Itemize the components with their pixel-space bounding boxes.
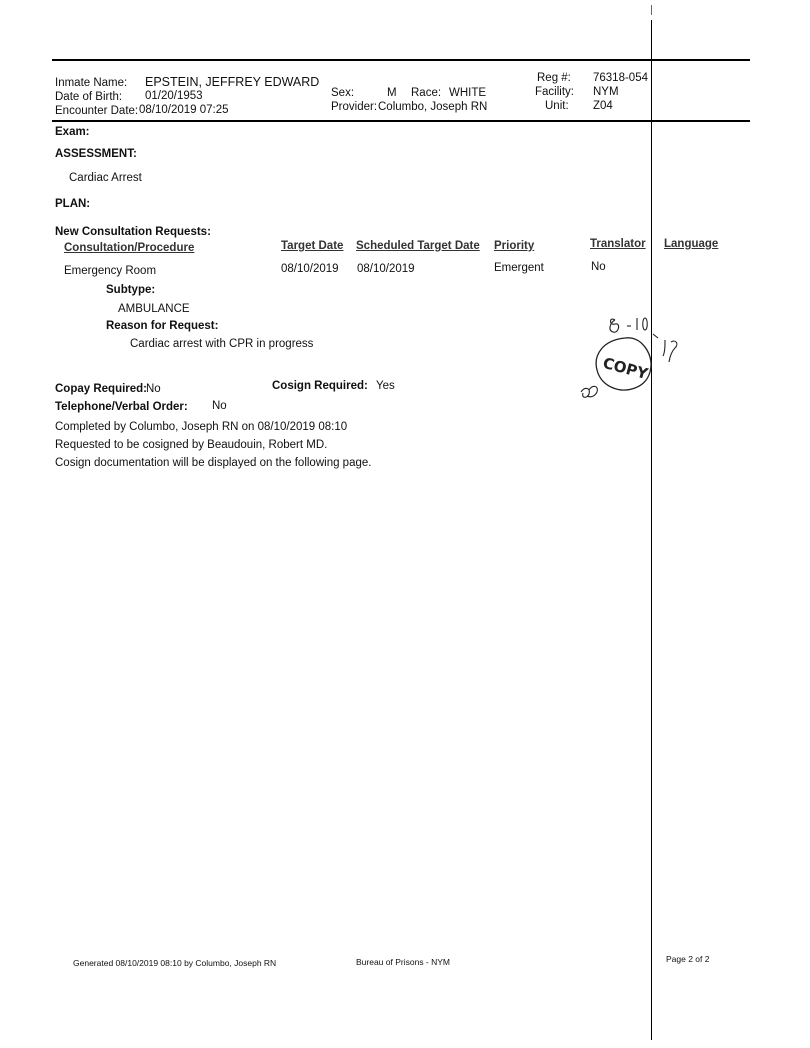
subtype-value: AMBULANCE <box>118 303 190 315</box>
plan-heading: PLAN: <box>55 198 91 210</box>
encounter-date-label: Encounter Date: <box>55 105 139 117</box>
encounter-date-value: 08/10/2019 07:25 <box>139 104 229 116</box>
col-procedure: Consultation/Procedure <box>64 242 195 254</box>
col-target-date: Target Date <box>281 240 344 252</box>
right-margin-line <box>651 20 652 1040</box>
row-target-date: 08/10/2019 <box>281 263 339 275</box>
col-scheduled-target-date: Scheduled Target Date <box>356 240 480 252</box>
scan-mark <box>651 5 652 15</box>
sex-label: Sex: <box>331 87 355 99</box>
dob-value: 01/20/1953 <box>145 90 203 102</box>
consultation-section-heading: New Consultation Requests: <box>55 226 211 238</box>
copy-stamp-icon <box>575 300 695 410</box>
requested-cosign-text: Requested to be cosigned by Beaudouin, Robert MD. <box>55 439 328 451</box>
provider-value: Columbo, Joseph RN <box>378 101 488 113</box>
row-scheduled-target-date: 08/10/2019 <box>357 263 415 275</box>
footer-generated: Generated 08/10/2019 08:10 by Columbo, Joseph RN <box>73 958 277 968</box>
race-value: WHITE <box>449 87 487 99</box>
facility-value: NYM <box>593 86 619 98</box>
unit-value: Z04 <box>593 100 613 112</box>
top-rule <box>52 59 750 61</box>
cosign-label: Cosign Required: <box>272 380 368 392</box>
inmate-name: EPSTEIN, JEFFREY EDWARD <box>145 75 320 89</box>
header-bottom-rule <box>52 120 750 122</box>
exam-heading: Exam: <box>55 126 90 138</box>
svg-text:COPY: COPY <box>600 353 650 384</box>
col-translator: Translator <box>590 238 646 250</box>
cosign-value: Yes <box>376 380 395 392</box>
copay-value: No <box>146 383 161 395</box>
row-translator: No <box>591 261 606 273</box>
telephone-order-value: No <box>212 400 227 412</box>
unit-label: Unit: <box>545 100 569 112</box>
footer-page-number: Page 2 of 2 <box>666 954 710 964</box>
assessment-heading: ASSESSMENT: <box>55 148 137 160</box>
subtype-label: Subtype: <box>106 284 156 296</box>
race-label: Race: <box>411 87 442 99</box>
facility-label: Facility: <box>535 86 574 98</box>
assessment-value: Cardiac Arrest <box>69 172 142 184</box>
dob-label: Date of Birth: <box>55 91 123 103</box>
completed-by-text: Completed by Columbo, Joseph RN on 08/10/2019 08:10 <box>55 421 348 433</box>
col-priority: Priority <box>494 240 535 252</box>
footer-bureau: Bureau of Prisons - NYM <box>356 957 451 967</box>
cosign-documentation-note: Cosign documentation will be displayed on the following page. <box>55 457 372 469</box>
row-procedure: Emergency Room <box>64 265 157 277</box>
reason-value: Cardiac arrest with CPR in progress <box>130 338 314 350</box>
reason-label: Reason for Request: <box>106 320 219 332</box>
sex-value: M <box>387 87 397 99</box>
provider-label: Provider: <box>331 101 378 113</box>
reg-value: 76318-054 <box>593 72 648 84</box>
row-priority: Emergent <box>494 262 544 274</box>
copay-label: Copay Required: <box>55 383 148 395</box>
telephone-order-label: Telephone/Verbal Order: <box>55 401 188 413</box>
reg-label: Reg #: <box>537 72 571 84</box>
inmate-name-label: Inmate Name: <box>55 77 128 89</box>
col-language: Language <box>664 238 719 250</box>
